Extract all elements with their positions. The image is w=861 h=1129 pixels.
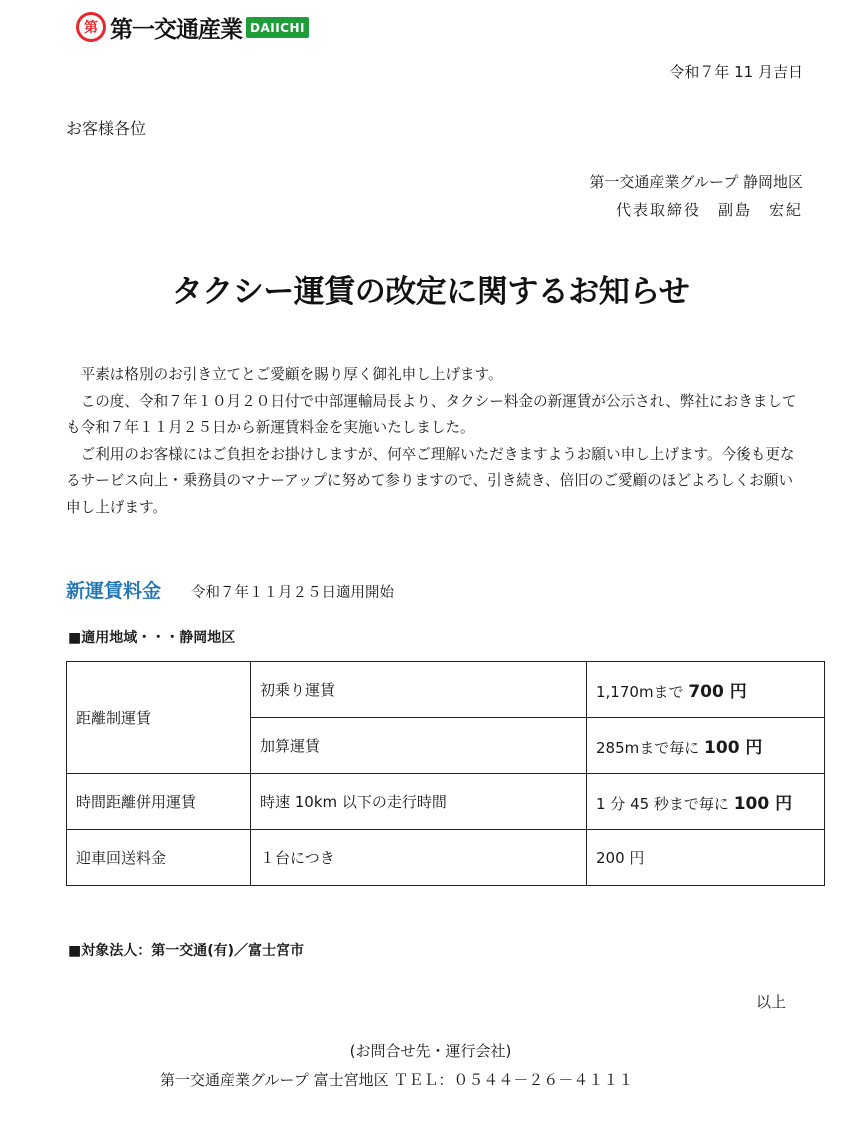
table-row xyxy=(67,662,825,718)
sender-organization: 第一交通産業グループ 静岡地区 xyxy=(589,173,803,191)
sender-name: 代表取締役 副島 宏紀 xyxy=(615,201,803,219)
closing-word: 以上 xyxy=(755,993,786,1011)
company-name: 第一交通産業 xyxy=(110,16,242,43)
salutation: お客様各位 xyxy=(66,119,147,138)
price-value: 100 円 xyxy=(704,738,763,758)
fare-type-cell: 時間距離併用運賃 xyxy=(67,774,251,830)
body-paragraph: ご利用のお客様にはご負担をお掛けしますが、何卒ご理解いただきますようお願い申し上げます。今後も更なるサービス向上・乗務員のマナーアップに努めて参りますので、引き続き、倍旧のご愛顧のほどよろしくお願い申し上げます。 xyxy=(66,445,795,516)
table-row xyxy=(67,774,825,830)
area-heading: ■適用地域・・・静岡地区 xyxy=(68,630,236,646)
notice-body xyxy=(66,362,806,521)
contact-info: 第一交通産業グループ 富士宮地区 ＴＥＬ：０５４４－２６－４１１１ xyxy=(160,1071,634,1089)
fare-type-cell: 迎車回送料金 xyxy=(67,830,251,886)
price-value: 700 円 xyxy=(688,682,747,702)
notice-title: タクシー運賃の改定に関するお知らせ xyxy=(171,274,690,310)
fare-price-cell: 285mまで毎に 100 円 xyxy=(587,718,825,774)
section-title: 新運賃料金 xyxy=(66,580,162,602)
contact-label: (お問合せ先・運行会社) xyxy=(349,1042,512,1060)
body-paragraph: 平素は格別のお引き立てとご愛顧を賜り厚く御礼申し上げます。 xyxy=(66,366,503,383)
company-logo xyxy=(76,8,309,46)
fare-price-cell: 200 円 xyxy=(587,830,825,886)
fare-item-cell: 初乗り運賃 xyxy=(251,662,587,718)
body-paragraph: この度、令和７年１０月２０日付で中部運輸局長より、タクシー料金の新運賃が公示され、弊社におきましても令和７年１１月２５日から新運賃料金を実施いたしました。 xyxy=(66,392,797,436)
fare-type-cell: 距離制運賃 xyxy=(67,662,251,774)
notice-date: 令和７年 11 月吉日 xyxy=(669,63,803,81)
fare-table xyxy=(66,661,825,886)
effective-date: 令和７年１１月２５日適用開始 xyxy=(191,585,394,601)
fare-item-cell: 加算運賃 xyxy=(251,718,587,774)
company-mark-icon: 第 xyxy=(76,12,106,42)
fare-price-cell: 1 分 45 秒まで毎に 100 円 xyxy=(587,774,825,830)
table-row xyxy=(67,830,825,886)
price-value: 100 円 xyxy=(733,794,793,814)
target-entity: ■対象法人：第一交通(有)／富士宮市 xyxy=(68,943,305,959)
fare-item-cell: １台につき xyxy=(251,830,587,886)
fare-price-cell: 1,170mまで 700 円 xyxy=(587,662,825,718)
brand-badge: DAIICHI xyxy=(246,17,309,38)
fare-item-cell: 時速 10km 以下の走行時間 xyxy=(251,774,587,830)
